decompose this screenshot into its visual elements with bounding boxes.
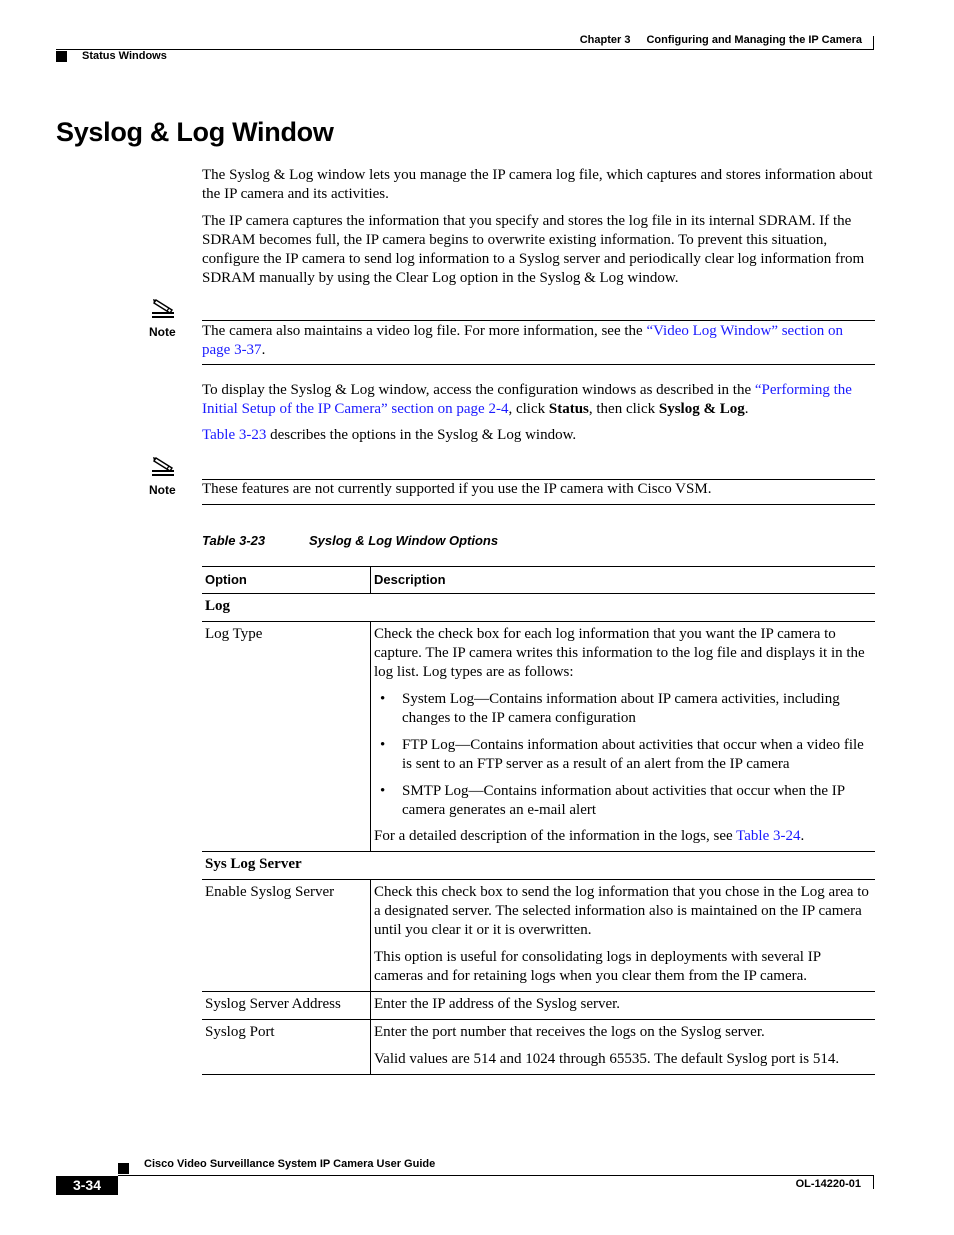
group-sys-log-server: Sys Log Server — [202, 852, 875, 880]
option-syslog-port: Syslog Port — [202, 1020, 371, 1075]
intro-paragraph-1: The Syslog & Log window lets you manage the IP camera log file, which captures and stores information about the IP camera and its activities. — [202, 167, 873, 202]
option-enable-syslog-server: Enable Syslog Server — [202, 880, 371, 992]
description-syslog-port — [371, 1020, 876, 1075]
page-number: 3-34 — [56, 1176, 118, 1195]
pencil-note-icon — [150, 455, 178, 479]
display-text-3: , then click — [588, 401, 659, 417]
note-2-text: These features are not currently supported if you use the IP camera with Cisco VSM. — [202, 481, 712, 497]
list-item: • System Log—Contains information about IP camera activities, including changes to the IP camera configuration — [374, 690, 872, 728]
enable-server-p2: This option is useful for consolidating logs in deployments with several IP cameras and for retaining logs when you clear them from the IP camera. — [374, 949, 821, 984]
footer-guide-title: Cisco Video Surveillance System IP Camera User Guide — [144, 1158, 436, 1170]
table-caption-number: Table 3-23 — [202, 533, 266, 548]
table-3-24-link[interactable]: Table 3-24 — [736, 828, 801, 844]
list-item: • SMTP Log—Contains information about activities that occur when the IP camera generates an e-mail alert — [374, 782, 872, 820]
table-reference-text: describes the options in the Syslog & Log window. — [266, 427, 577, 443]
chapter-number: Chapter 3 — [579, 34, 631, 46]
log-type-footer — [374, 827, 872, 846]
option-log-type: Log Type — [202, 622, 371, 852]
table-row — [202, 1020, 875, 1075]
log-type-intro: Check the check box for each log information that you want the IP camera to capture. The IP camera writes this information to the log file and displays it in the log list. Log types are as follows: — [374, 626, 865, 680]
header-rule — [56, 49, 874, 50]
column-header-option: Option — [202, 567, 371, 594]
enable-server-p1: Check this check box to send the log information that you chose in the Log area to a designated server. The selected information also is maintained on the IP camera until you clear it or it is overwritten. — [374, 884, 869, 938]
footer-square-marker — [118, 1163, 129, 1174]
header-vertical-bar — [873, 36, 874, 49]
group-log: Log — [202, 594, 875, 622]
footer-rule — [118, 1175, 874, 1176]
table-row — [202, 992, 875, 1020]
note-bottom-rule — [202, 504, 875, 505]
table-3-23-link[interactable]: Table 3-23 — [202, 427, 267, 443]
table-reference — [202, 426, 874, 445]
pencil-note-icon — [150, 297, 178, 321]
note-label: Note — [149, 483, 176, 497]
list-item: • FTP Log—Contains information about activities that occur when a video file is sent to an FTP server as a result of an alert from the IP camera — [374, 736, 872, 774]
column-header-description: Description — [371, 567, 876, 594]
note-top-rule — [202, 320, 875, 321]
description-log-type — [371, 622, 876, 852]
page-title: Syslog & Log Window — [56, 117, 334, 147]
display-text-1: To display the Syslog & Log window, access the configuration windows as described in the — [202, 382, 755, 398]
table-row — [202, 880, 875, 992]
footer-vertical-bar — [873, 1176, 874, 1189]
server-address-p1: Enter the IP address of the Syslog server. — [374, 996, 621, 1012]
running-header-section: Status Windows — [82, 50, 167, 62]
table-caption-title: Syslog & Log Window Options — [309, 533, 499, 548]
intro-paragraph-2: The IP camera captures the information that you specify and stores the log file in its internal SDRAM. If the SDRAM becomes full, the IP camera begins to overwrite existing information. To prevent this situation, configure the IP camera to send log information to a Syslog server and periodically clear log information from SDRAM manually by using the Clear Log option in the Syslog & Log window. — [202, 213, 865, 286]
options-table — [202, 566, 875, 1075]
header-square-marker — [56, 51, 67, 62]
table-caption — [202, 533, 499, 548]
syslog-log-bold: Syslog & Log — [658, 401, 745, 417]
log-type-list — [374, 690, 872, 820]
table-header-row — [202, 567, 875, 594]
log-type-footer-end: . — [800, 828, 805, 844]
document-id: OL-14220-01 — [795, 1178, 861, 1190]
chapter-title: Configuring and Managing the IP Camera — [646, 34, 862, 46]
table-group-row — [202, 594, 875, 622]
port-p1: Enter the port number that receives the logs on the Syslog server. — [374, 1024, 765, 1040]
table-row — [202, 622, 875, 852]
port-p2: Valid values are 514 and 1024 through 65535. The default Syslog port is 514. — [374, 1051, 840, 1067]
initial-setup-link[interactable]: “Performing the Initial Setup of the IP Camera” section on page 2-4 — [202, 382, 852, 417]
note-1-text-after: . — [261, 342, 266, 358]
running-header-chapter — [580, 34, 862, 46]
log-type-footer-text: For a detailed description of the information in the logs, see — [374, 828, 737, 844]
option-syslog-server-address: Syslog Server Address — [202, 992, 371, 1020]
video-log-window-link[interactable]: “Video Log Window” section on page 3-37 — [202, 323, 843, 358]
description-enable-syslog-server — [371, 880, 876, 992]
note-1-text — [202, 322, 874, 360]
table-group-row — [202, 852, 875, 880]
note-label: Note — [149, 325, 176, 339]
note-1-text-before: The camera also maintains a video log file. For more information, see the — [202, 323, 647, 339]
display-text-2: , click — [508, 401, 549, 417]
description-syslog-server-address — [371, 992, 876, 1020]
note-bottom-rule — [202, 364, 875, 365]
status-bold: Status — [548, 401, 589, 417]
display-instructions — [202, 381, 874, 419]
display-text-4: . — [744, 401, 749, 417]
